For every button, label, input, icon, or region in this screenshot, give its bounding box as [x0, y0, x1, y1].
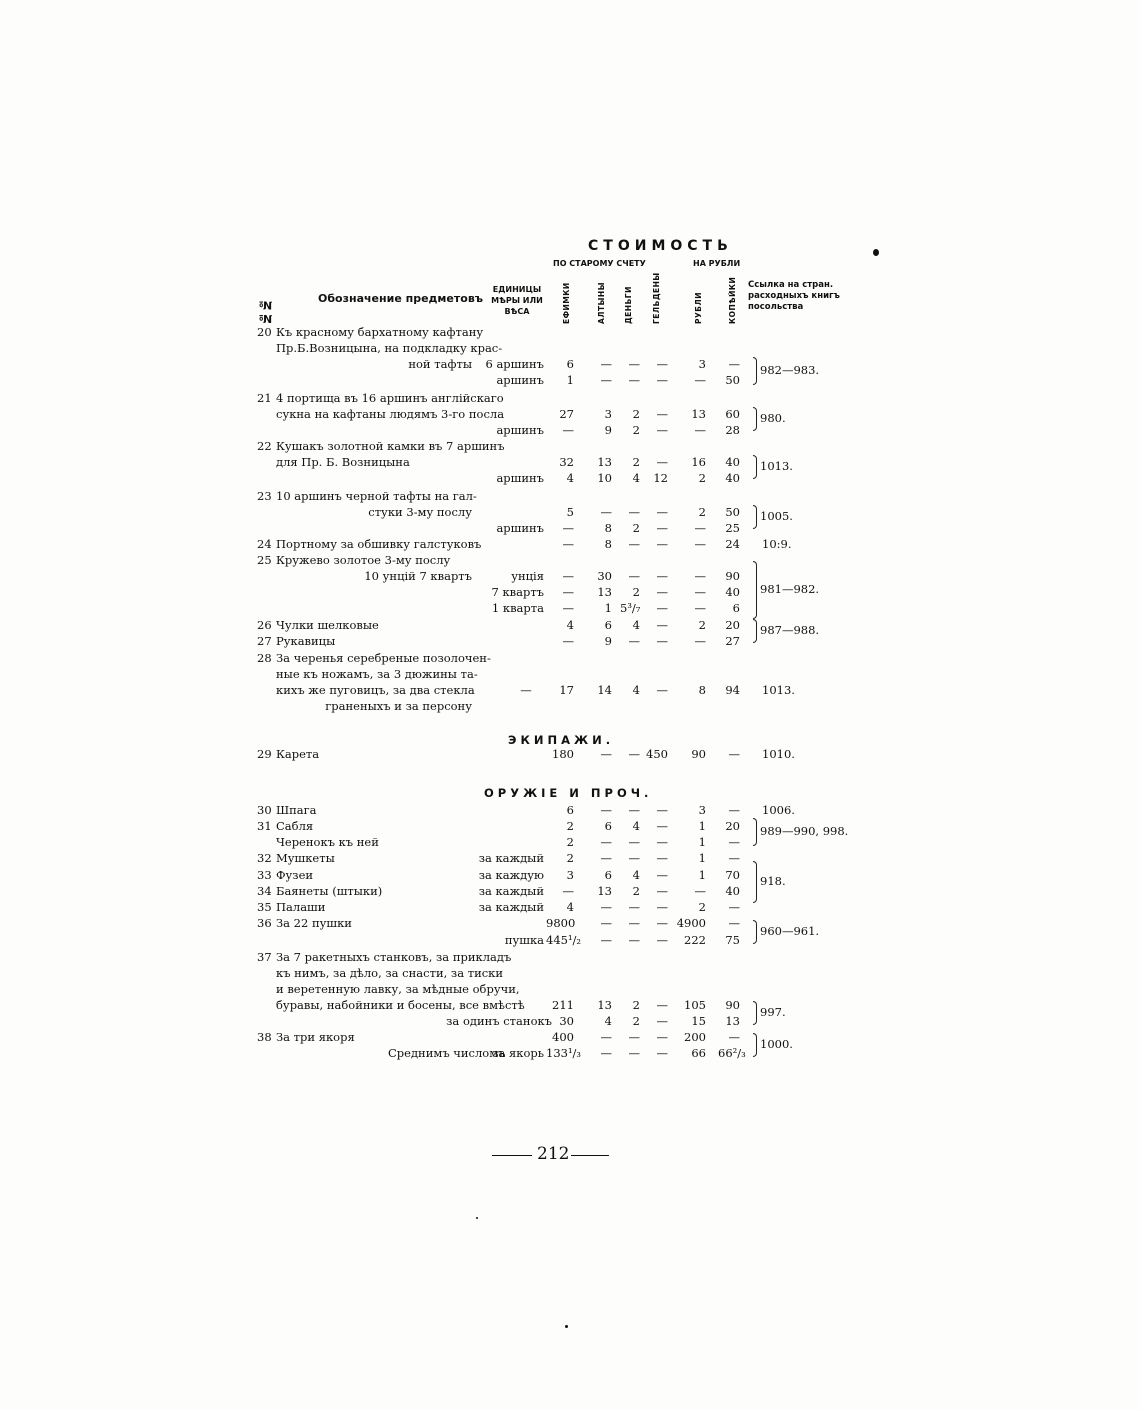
value-ge: —: [656, 407, 668, 421]
value-ef: —: [562, 537, 574, 551]
measure-unit: за каждый: [478, 851, 544, 865]
value-ef: 180: [552, 747, 574, 761]
reference-brace: [753, 455, 757, 479]
value-al: 10: [597, 471, 612, 485]
value-ko: 40: [725, 884, 740, 898]
item-description: буравы, набойники и босены, все вмѣстѣ: [276, 998, 525, 1012]
value-ru: —: [694, 884, 706, 898]
value-ko: 60: [725, 407, 740, 421]
reference-brace: [753, 861, 757, 903]
item-column-header: Обозначение предметовъ: [318, 292, 484, 305]
value-ru: 1: [698, 835, 706, 849]
item-number: 34: [257, 884, 272, 898]
value-ge: —: [656, 455, 668, 469]
item-number: 36: [257, 916, 272, 930]
value-ref: 1013.: [762, 683, 795, 697]
value-ru: 2: [698, 505, 706, 519]
measure-unit: аршинъ: [496, 521, 544, 535]
value-al: 13: [597, 585, 612, 599]
reference-page: 980.: [760, 411, 786, 425]
item-description: За 7 ракетныхъ станковъ, за прикладъ: [276, 950, 512, 964]
value-ru: 222: [684, 933, 706, 947]
value-ru: 200: [684, 1030, 706, 1044]
value-ko: 13: [725, 1014, 740, 1028]
value-ge: —: [656, 884, 668, 898]
value-ef: 3: [566, 868, 574, 882]
num-column-header: №№: [259, 298, 272, 325]
value-ge: —: [656, 1030, 668, 1044]
value-ru: 3: [698, 357, 706, 371]
value-ko: —: [728, 916, 740, 930]
value-ge: —: [656, 357, 668, 371]
value-ge: 12: [653, 471, 668, 485]
value-ru: 90: [691, 747, 706, 761]
value-al: 8: [604, 521, 612, 535]
value-ru: 13: [691, 407, 706, 421]
value-de: 4: [632, 868, 640, 882]
value-ko: 27: [725, 634, 740, 648]
value-de: 4: [632, 471, 640, 485]
item-description: Сабля: [276, 819, 314, 833]
value-al: 9: [604, 634, 612, 648]
value-de: 2: [632, 585, 640, 599]
value-ge: —: [656, 819, 668, 833]
value-ge: —: [656, 683, 668, 697]
item-description: Среднимъ числомъ: [388, 1046, 506, 1060]
page-number-rule-left: [492, 1155, 532, 1156]
kopeiki-column-header: КОПѢЙКИ: [728, 276, 737, 324]
reference-brace: [753, 561, 757, 619]
value-ko: 70: [725, 868, 740, 882]
section-oruzhie: ОРУЖIЕ И ПРОЧ.: [484, 786, 653, 800]
reference-page: 981—982.: [760, 582, 820, 596]
item-description: За три якоря: [276, 1030, 355, 1044]
item-description: Мушкеты: [276, 851, 335, 865]
measure-unit: унція: [511, 569, 544, 583]
item-number: 20: [257, 325, 272, 339]
rubles-heading: НА РУБЛИ: [693, 259, 741, 268]
value-al: —: [600, 933, 612, 947]
value-ko: 90: [725, 569, 740, 583]
value-ef: 2: [566, 819, 574, 833]
value-ko: 28: [725, 423, 740, 437]
item-description: 10 аршинъ черной тафты на гал-: [276, 489, 477, 503]
value-ef: 5: [566, 505, 574, 519]
value-ef: —: [562, 585, 574, 599]
item-description: 10 унцій 7 квартъ: [364, 569, 472, 583]
value-ru: —: [694, 634, 706, 648]
item-number: 23: [257, 489, 272, 503]
value-de: —: [628, 373, 640, 387]
value-ru: 3: [698, 803, 706, 817]
value-ru: —: [694, 373, 706, 387]
value-de: 5³/₇: [620, 601, 641, 615]
value-ge: —: [656, 916, 668, 930]
value-de: —: [628, 835, 640, 849]
value-al: —: [600, 1046, 612, 1060]
value-ru: 4900: [676, 916, 706, 930]
value-al: —: [600, 505, 612, 519]
value-ko: 20: [725, 618, 740, 632]
value-ru: —: [694, 601, 706, 615]
value-ko: 94: [725, 683, 740, 697]
measure-unit: пушка: [504, 933, 544, 947]
value-de: 2: [632, 1014, 640, 1028]
gelder-column-header: ГЕЛЬДЕНЫ: [652, 272, 661, 324]
value-de: —: [628, 933, 640, 947]
measure-unit: 7 квартъ: [491, 585, 544, 599]
value-ef: 27: [559, 407, 574, 421]
units-column-header: ЕДИНИЦЫ МѢРЫ ИЛИ ВѢСА: [491, 285, 543, 316]
item-description: Кружево золотое 3-му послу: [276, 553, 451, 567]
value-ko: 40: [725, 455, 740, 469]
value-ko: 40: [725, 471, 740, 485]
value-ko: 24: [725, 537, 740, 551]
value-de: —: [628, 1030, 640, 1044]
item-description: Баянеты (штыки): [276, 884, 383, 898]
measure-unit: за каждый: [478, 900, 544, 914]
item-description: Чулки шелковые: [276, 618, 379, 632]
reference-page: 918.: [760, 874, 786, 888]
value-ko: 50: [725, 505, 740, 519]
item-number: 32: [257, 851, 272, 865]
item-number: 38: [257, 1030, 272, 1044]
value-ko: 20: [725, 819, 740, 833]
value-ru: —: [694, 585, 706, 599]
value-ref: 1010.: [762, 747, 795, 761]
item-number: 21: [257, 391, 272, 405]
value-ge: —: [656, 1046, 668, 1060]
measure-unit: 6 аршинъ: [485, 357, 544, 371]
item-number: 24: [257, 537, 272, 551]
item-description: для Пр. Б. Возницына: [276, 455, 410, 469]
item-description: Къ красному бархатному кафтану: [276, 325, 484, 339]
measure-unit: за каждый: [478, 884, 544, 898]
value-ef: —: [562, 521, 574, 535]
value-ref: 1006.: [762, 803, 795, 817]
value-de: —: [628, 634, 640, 648]
item-description: Карета: [276, 747, 320, 761]
item-description: сукна на кафтаны людямъ 3-го посла: [276, 407, 505, 421]
reference-page: 982—983.: [760, 363, 820, 377]
value-ko: 66²/₃: [718, 1046, 746, 1060]
value-ru: 2: [698, 900, 706, 914]
value-ge: —: [656, 373, 668, 387]
value-al: 6: [604, 618, 612, 632]
reference-page: 960—961.: [760, 924, 820, 938]
value-ef: 6: [566, 357, 574, 371]
value-al: —: [600, 900, 612, 914]
value-ge: —: [656, 569, 668, 583]
altyny-column-header: АЛТЫНЫ: [597, 282, 606, 324]
value-ru: —: [694, 569, 706, 583]
reference-brace: [753, 920, 757, 944]
reference-brace: [753, 407, 757, 431]
item-description: Фузеи: [276, 868, 314, 882]
reference-brace: [753, 818, 757, 846]
value-de: —: [628, 1046, 640, 1060]
reference-brace: [753, 357, 757, 385]
value-ko: 90: [725, 998, 740, 1012]
value-ru: 105: [684, 998, 706, 1012]
value-ge: —: [656, 1014, 668, 1028]
reference-page: 997.: [760, 1005, 786, 1019]
value-de: 2: [632, 407, 640, 421]
value-ef: 4: [566, 618, 574, 632]
value-ge: —: [656, 868, 668, 882]
value-ef: 32: [559, 455, 574, 469]
ink-speck: [476, 1217, 478, 1219]
value-al: 3: [604, 407, 612, 421]
value-de: 2: [632, 521, 640, 535]
value-de: —: [628, 747, 640, 761]
value-ef: 17: [559, 683, 574, 697]
measure-unit: —: [520, 683, 532, 697]
value-ko: —: [728, 747, 740, 761]
value-ru: 2: [698, 471, 706, 485]
value-ef: —: [562, 601, 574, 615]
value-de: —: [628, 900, 640, 914]
value-ru: 2: [698, 618, 706, 632]
reference-page: 987—988.: [760, 623, 820, 637]
item-number: 28: [257, 651, 272, 665]
measure-unit: за каждую: [478, 868, 544, 882]
reference-brace: [753, 505, 757, 529]
value-ef: 445¹/₂: [546, 933, 582, 947]
value-ru: 1: [698, 819, 706, 833]
value-ge: —: [656, 505, 668, 519]
value-al: 13: [597, 998, 612, 1012]
reference-brace: [753, 1033, 757, 1057]
item-number: 30: [257, 803, 272, 817]
value-ef: 1: [566, 373, 574, 387]
item-description: Рукавицы: [276, 634, 336, 648]
item-description: За 22 пушки: [276, 916, 352, 930]
value-de: 2: [632, 884, 640, 898]
value-al: 13: [597, 455, 612, 469]
reference-brace: [753, 619, 757, 643]
value-al: —: [600, 851, 612, 865]
item-number: 33: [257, 868, 272, 882]
item-number: 29: [257, 747, 272, 761]
cost-heading: СТОИМОСТЬ: [588, 238, 733, 254]
value-al: —: [600, 747, 612, 761]
dengi-column-header: ДЕНЬГИ: [624, 286, 633, 324]
value-ru: —: [694, 423, 706, 437]
reference-page: 989—990, 998.: [760, 824, 849, 838]
value-de: —: [628, 916, 640, 930]
value-ef: 30: [559, 1014, 574, 1028]
value-ko: —: [728, 835, 740, 849]
value-al: —: [600, 916, 612, 930]
value-ef: 9800: [546, 916, 576, 930]
value-ge: —: [656, 634, 668, 648]
value-de: 2: [632, 423, 640, 437]
ink-speck: [873, 249, 879, 256]
value-al: —: [600, 1030, 612, 1044]
value-al: —: [600, 373, 612, 387]
value-ru: 1: [698, 851, 706, 865]
section-ekipazhi: ЭКИПАЖИ.: [508, 733, 615, 747]
value-ge: —: [656, 803, 668, 817]
value-ge: —: [656, 998, 668, 1012]
value-de: 4: [632, 618, 640, 632]
item-description: Черенокъ къ ней: [276, 835, 379, 849]
item-description: къ нимъ, за дѣло, за снасти, за тиски: [276, 966, 504, 980]
value-al: 6: [604, 868, 612, 882]
value-ge: —: [656, 835, 668, 849]
value-al: —: [600, 357, 612, 371]
value-de: —: [628, 803, 640, 817]
efimki-column-header: ЕФИМКИ: [562, 282, 571, 324]
value-ge: —: [656, 618, 668, 632]
value-ge: —: [656, 601, 668, 615]
value-al: —: [600, 835, 612, 849]
ink-speck: [565, 1325, 568, 1328]
value-al: 6: [604, 819, 612, 833]
measure-unit: 1 кварта: [491, 601, 544, 615]
value-ef: 2: [566, 851, 574, 865]
value-ef: 6: [566, 803, 574, 817]
value-ef: —: [562, 569, 574, 583]
item-number: 22: [257, 439, 272, 453]
value-ko: —: [728, 803, 740, 817]
value-al: 8: [604, 537, 612, 551]
value-ef: 2: [566, 835, 574, 849]
value-ko: 40: [725, 585, 740, 599]
value-ru: 1: [698, 868, 706, 882]
value-al: 14: [597, 683, 612, 697]
value-de: —: [628, 357, 640, 371]
value-ef: 4: [566, 471, 574, 485]
value-de: —: [628, 851, 640, 865]
value-de: 4: [632, 819, 640, 833]
value-ko: 25: [725, 521, 740, 535]
measure-unit: за якорь: [492, 1046, 544, 1060]
value-de: 4: [632, 683, 640, 697]
value-ko: 6: [732, 601, 740, 615]
value-ge: —: [656, 933, 668, 947]
value-ge: —: [656, 423, 668, 437]
value-ge: 450: [646, 747, 668, 761]
reference-brace: [753, 1001, 757, 1025]
value-ef: —: [562, 634, 574, 648]
reference-page: 1000.: [760, 1037, 793, 1051]
value-de: —: [628, 537, 640, 551]
item-number: 37: [257, 950, 272, 964]
item-description: ной тафты: [408, 357, 472, 371]
value-ru: 66: [691, 1046, 706, 1060]
item-description: Кушакъ золотной камки въ 7 аршинъ: [276, 439, 505, 453]
item-number: 35: [257, 900, 272, 914]
value-ge: —: [656, 521, 668, 535]
value-de: —: [628, 505, 640, 519]
value-al: 4: [604, 1014, 612, 1028]
value-ef: —: [562, 423, 574, 437]
value-ko: 75: [725, 933, 740, 947]
value-ko: —: [728, 851, 740, 865]
value-de: 2: [632, 998, 640, 1012]
reference-page: 1005.: [760, 509, 793, 523]
item-description: Шпага: [276, 803, 317, 817]
value-ef: 133¹/₃: [546, 1046, 582, 1060]
page-number-rule-right: [571, 1155, 609, 1156]
value-ref: 10:9.: [762, 537, 792, 551]
value-ef: —: [562, 884, 574, 898]
item-description: кихъ же пуговицъ, за два стекла: [276, 683, 475, 697]
reference-column-header: Ссылка на стран. расходныхъ книгъ посольства: [748, 280, 840, 312]
value-ge: —: [656, 585, 668, 599]
value-ef: 400: [552, 1030, 574, 1044]
value-al: 13: [597, 884, 612, 898]
item-description: стуки 3-му послу: [368, 505, 472, 519]
measure-unit: аршинъ: [496, 373, 544, 387]
item-description: 4 портища въ 16 аршинъ англійскаго: [276, 391, 504, 405]
measure-unit: за одинъ станокъ: [446, 1014, 552, 1028]
value-de: 2: [632, 455, 640, 469]
item-number: 25: [257, 553, 272, 567]
value-ko: —: [728, 357, 740, 371]
item-description: Пр.Б.Возницына, на подкладку крас-: [276, 341, 503, 355]
value-ru: 8: [698, 683, 706, 697]
item-description: и веретенную лавку, за мѣдные обручи,: [276, 982, 520, 996]
item-number: 26: [257, 618, 272, 632]
value-al: —: [600, 803, 612, 817]
value-ko: 50: [725, 373, 740, 387]
value-ge: —: [656, 851, 668, 865]
measure-unit: аршинъ: [496, 471, 544, 485]
rubli-column-header: РУБЛИ: [694, 291, 703, 324]
value-ge: —: [656, 537, 668, 551]
value-de: —: [628, 569, 640, 583]
item-description: Портному за обшивку галстуковъ: [276, 537, 482, 551]
value-ef: 211: [552, 998, 574, 1012]
page-number: 212: [537, 1144, 570, 1164]
old-account-heading: ПО СТАРОМУ СЧЕТУ: [553, 259, 646, 268]
value-ge: —: [656, 900, 668, 914]
value-ru: —: [694, 537, 706, 551]
item-number: 31: [257, 819, 272, 833]
item-description: ные къ ножамъ, за 3 дюжины та-: [276, 667, 478, 681]
measure-unit: аршинъ: [496, 423, 544, 437]
value-ko: —: [728, 900, 740, 914]
value-al: 9: [604, 423, 612, 437]
item-description: граненыхъ и за персону: [325, 699, 472, 713]
value-ru: —: [694, 521, 706, 535]
item-number: 27: [257, 634, 272, 648]
value-al: 1: [604, 601, 612, 615]
value-ko: —: [728, 1030, 740, 1044]
value-ru: 15: [691, 1014, 706, 1028]
item-description: Палаши: [276, 900, 326, 914]
value-ru: 16: [691, 455, 706, 469]
reference-page: 1013.: [760, 459, 793, 473]
value-al: 30: [597, 569, 612, 583]
value-ef: 4: [566, 900, 574, 914]
item-description: За черенья серебреные позолочен-: [276, 651, 491, 665]
